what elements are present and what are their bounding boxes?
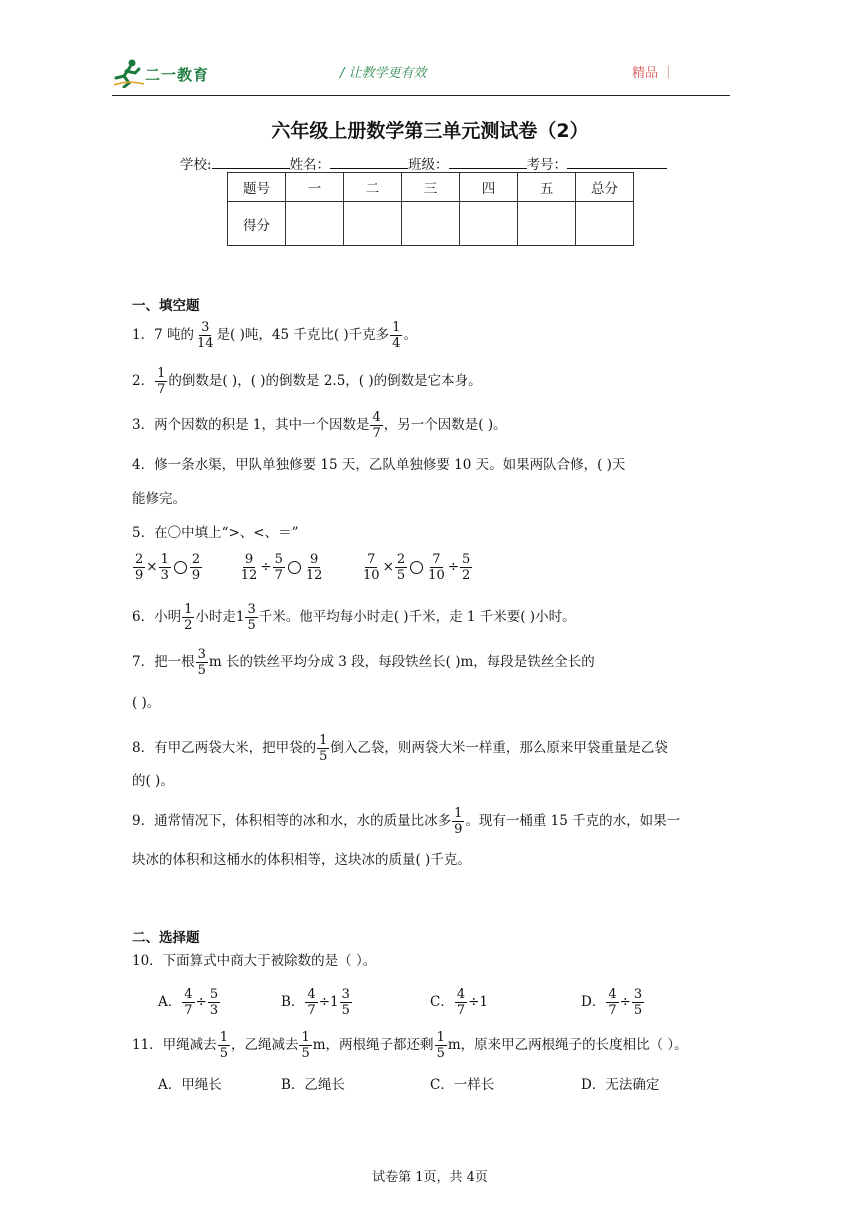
numerator: 1 bbox=[184, 602, 193, 617]
q9-text-b: 。现有一桶重 15 千克的水，如果一 bbox=[465, 813, 681, 829]
fraction bbox=[195, 320, 216, 351]
denominator: 5 bbox=[436, 1046, 445, 1061]
denominator: 7 bbox=[184, 1003, 193, 1018]
numerator: 2 bbox=[191, 552, 201, 567]
option-label: A． bbox=[158, 994, 182, 1010]
denominator: 2 bbox=[184, 618, 193, 633]
numerator: 2 bbox=[396, 552, 406, 567]
q11-option-c[interactable]: C．一样长 bbox=[430, 1077, 495, 1093]
question-10-stem: 10．下面算式中商大于被除数的是（ ）。 bbox=[132, 953, 377, 969]
fraction bbox=[395, 552, 407, 583]
q11-text-a: 11．甲绳减去 bbox=[132, 1037, 217, 1053]
name-label: 姓名： bbox=[289, 157, 331, 173]
numerator: 4 bbox=[307, 987, 316, 1002]
q7-text-a: 7．把一根 bbox=[132, 654, 195, 670]
operator: ÷ bbox=[195, 994, 207, 1010]
denominator: 14 bbox=[196, 336, 214, 351]
fraction bbox=[304, 552, 325, 583]
score-cell[interactable] bbox=[576, 202, 634, 246]
fraction bbox=[435, 1030, 447, 1061]
q11-text-c: m，两根绳子都还剩 bbox=[312, 1037, 434, 1053]
fraction bbox=[155, 366, 167, 397]
numerator: 5 bbox=[462, 552, 471, 567]
question-1 bbox=[132, 320, 417, 351]
numerator: 7 bbox=[432, 552, 441, 567]
score-cell[interactable] bbox=[286, 202, 344, 246]
q9-text-a: 9．通常情况下，体积相等的冰和水，水的质量比冰多 bbox=[132, 813, 452, 829]
denominator: 7 bbox=[608, 1003, 617, 1018]
denominator: 5 bbox=[247, 618, 256, 633]
denominator: 10 bbox=[428, 568, 445, 583]
operator: ÷1 bbox=[318, 994, 339, 1010]
fraction bbox=[182, 987, 194, 1018]
q1-text-a: 1．7 吨的 bbox=[132, 327, 194, 343]
numerator: 1 bbox=[219, 1030, 228, 1045]
header-cell: 总分 bbox=[576, 173, 634, 202]
denominator: 9 bbox=[191, 568, 201, 583]
numerator: 3 bbox=[197, 647, 206, 662]
fraction bbox=[317, 733, 329, 764]
school-label: 学校: bbox=[180, 157, 212, 173]
numerator: 1 bbox=[160, 552, 169, 567]
school-blank[interactable] bbox=[212, 154, 290, 169]
q1-text-b: 是( )吨，45 千克比( )千克多 bbox=[216, 327, 390, 343]
fraction bbox=[196, 647, 208, 678]
q11-text-b: ，乙绳减去 bbox=[230, 1037, 299, 1053]
fraction bbox=[361, 552, 382, 583]
denominator: 3 bbox=[160, 568, 169, 583]
fraction bbox=[299, 1030, 311, 1061]
q11-text-d: m，原来甲乙两根绳子的长度相比（ ）。 bbox=[447, 1037, 688, 1053]
numerator: 9 bbox=[244, 552, 254, 567]
numerator: 1 bbox=[392, 320, 401, 335]
row-label: 得分 bbox=[228, 202, 286, 246]
score-cell[interactable] bbox=[402, 202, 460, 246]
fraction bbox=[190, 552, 202, 583]
denominator: 5 bbox=[301, 1046, 310, 1061]
fraction bbox=[218, 1030, 230, 1061]
denominator: 12 bbox=[240, 568, 258, 583]
numerator: 4 bbox=[184, 987, 193, 1002]
fraction bbox=[370, 410, 382, 441]
section-2-title: 二、选择题 bbox=[132, 930, 200, 946]
numerator: 1 bbox=[301, 1030, 310, 1045]
question-9 bbox=[132, 806, 680, 837]
q2-text-a: 2． bbox=[132, 373, 155, 389]
fraction bbox=[133, 552, 145, 583]
option-label: C． bbox=[430, 994, 454, 1010]
numerator: 3 bbox=[201, 320, 210, 335]
denominator: 7 bbox=[372, 426, 381, 441]
denominator: 5 bbox=[219, 1046, 228, 1061]
section-1-title: 一、填空题 bbox=[132, 298, 200, 314]
fraction bbox=[182, 602, 194, 633]
numerator: 9 bbox=[310, 552, 319, 567]
score-cell[interactable] bbox=[518, 202, 576, 246]
q11-option-a[interactable]: A．甲绳长 bbox=[158, 1077, 222, 1093]
fraction bbox=[208, 987, 220, 1018]
denominator: 9 bbox=[454, 822, 463, 837]
q6-text-c: 千米。他平均每小时走( )千米，走 1 千米要( )小时。 bbox=[258, 609, 576, 625]
denominator: 5 bbox=[633, 1003, 643, 1018]
class-blank[interactable] bbox=[449, 154, 527, 169]
score-cell[interactable] bbox=[460, 202, 518, 246]
operator: ÷1 bbox=[468, 994, 489, 1010]
denominator: 5 bbox=[197, 663, 206, 678]
denominator: 7 bbox=[157, 382, 166, 397]
q8-text-a: 8．有甲乙两袋大米，把甲袋的 bbox=[132, 740, 317, 756]
numerator: 4 bbox=[372, 410, 381, 425]
header-cell: 二 bbox=[344, 173, 402, 202]
q10-option-b[interactable] bbox=[281, 987, 353, 1018]
denominator: 10 bbox=[363, 568, 380, 583]
numerator: 3 bbox=[341, 987, 350, 1002]
fraction bbox=[452, 806, 464, 837]
q6-text-b: 小时走1 bbox=[195, 609, 245, 625]
header-cell: 四 bbox=[460, 173, 518, 202]
fraction bbox=[239, 552, 260, 583]
question-5-expressions bbox=[132, 552, 473, 583]
operator: ÷ bbox=[619, 994, 631, 1010]
question-11 bbox=[132, 1030, 688, 1061]
header-cell: 题号 bbox=[228, 173, 286, 202]
logo-text: 二一教育 bbox=[145, 66, 210, 84]
class-label: 班级： bbox=[408, 157, 449, 173]
numerator: 2 bbox=[135, 552, 144, 567]
compare-circle-icon[interactable] bbox=[288, 561, 301, 574]
operator: ÷ bbox=[447, 559, 460, 575]
q10-option-d[interactable] bbox=[581, 987, 645, 1018]
fraction bbox=[305, 987, 317, 1018]
option-label: B． bbox=[281, 994, 305, 1010]
q6-text-a: 6．小明 bbox=[132, 609, 182, 625]
numerator: 1 bbox=[454, 806, 463, 821]
operator: ÷ bbox=[260, 559, 272, 575]
compare-circle-icon[interactable] bbox=[410, 561, 423, 574]
operator: × bbox=[382, 559, 394, 575]
q3-text-b: ，另一个因数是( )。 bbox=[383, 417, 507, 433]
fraction bbox=[273, 552, 285, 583]
q11-option-d[interactable]: D．无法确定 bbox=[581, 1077, 660, 1093]
q2-text-b: 的倒数是( )，( )的倒数是 2.5，( )的倒数是它本身。 bbox=[168, 373, 482, 389]
question-5-intro: 5．在〇中填上“>、<、＝” bbox=[132, 525, 299, 541]
numerator: 3 bbox=[633, 987, 643, 1002]
denominator: 2 bbox=[462, 568, 471, 583]
question-8 bbox=[132, 733, 668, 764]
name-blank[interactable] bbox=[330, 154, 408, 169]
denominator: 7 bbox=[456, 1003, 466, 1018]
fraction bbox=[245, 602, 257, 633]
exam-no-blank[interactable] bbox=[567, 154, 667, 169]
question-2 bbox=[132, 366, 482, 397]
question-3 bbox=[132, 410, 507, 441]
q10-option-c[interactable] bbox=[430, 987, 488, 1018]
page-title: 六年级上册数学第三单元测试卷（2） bbox=[271, 120, 589, 142]
exam-no-label: 考号： bbox=[526, 157, 568, 173]
question-7 bbox=[132, 647, 595, 678]
student-info-line bbox=[180, 153, 667, 173]
question-6 bbox=[132, 602, 576, 633]
numerator: 5 bbox=[274, 552, 283, 567]
fraction bbox=[390, 320, 402, 351]
q1-text-c: 。 bbox=[403, 327, 417, 343]
option-label: D． bbox=[581, 994, 606, 1010]
numerator: 7 bbox=[367, 552, 376, 567]
denominator: 7 bbox=[274, 568, 283, 583]
header-cell: 五 bbox=[518, 173, 576, 202]
numerator: 1 bbox=[319, 733, 328, 748]
denominator: 5 bbox=[341, 1003, 350, 1018]
q10-option-a[interactable] bbox=[158, 987, 221, 1018]
denominator: 4 bbox=[392, 336, 401, 351]
question-4-line-1: 4．修一条水渠，甲队单独修要 15 天，乙队单独修要 10 天。如果两队合修，( )天 bbox=[132, 457, 626, 473]
score-cell[interactable] bbox=[344, 202, 402, 246]
fraction bbox=[606, 987, 618, 1018]
fraction bbox=[340, 987, 352, 1018]
header-cell: 一 bbox=[286, 173, 344, 202]
runner-logo-icon bbox=[112, 58, 146, 88]
score-table bbox=[227, 172, 634, 246]
numerator: 1 bbox=[436, 1030, 445, 1045]
operator: × bbox=[146, 559, 158, 575]
fraction bbox=[159, 552, 171, 583]
numerator: 1 bbox=[157, 366, 166, 381]
numerator: 4 bbox=[456, 987, 466, 1002]
question-9-line-2: 块冰的体积和这桶水的体积相等，这块冰的质量( )千克。 bbox=[132, 852, 471, 868]
numerator: 4 bbox=[608, 987, 617, 1002]
fraction bbox=[426, 552, 447, 583]
denominator: 5 bbox=[319, 749, 328, 764]
header-cell: 三 bbox=[402, 173, 460, 202]
q7-text-b: m 长的铁丝平均分成 3 段，每段铁丝长( )m，每段是铁丝全长的 bbox=[208, 654, 595, 670]
premium-label: 精品 ｜ bbox=[632, 66, 676, 81]
numerator: 3 bbox=[247, 602, 256, 617]
q3-text-a: 3．两个因数的积是 1，其中一个因数是 bbox=[132, 417, 370, 433]
question-4-line-2: 能修完。 bbox=[132, 491, 186, 507]
question-8-line-2: 的( )。 bbox=[132, 773, 174, 789]
fraction bbox=[460, 552, 472, 583]
denominator: 3 bbox=[209, 1003, 219, 1018]
header-divider bbox=[112, 95, 730, 96]
fraction bbox=[455, 987, 467, 1018]
denominator: 7 bbox=[307, 1003, 316, 1018]
compare-circle-icon[interactable] bbox=[174, 561, 187, 574]
page-footer: 试卷第 1页，共 4页 bbox=[372, 1170, 488, 1185]
denominator: 5 bbox=[396, 568, 406, 583]
slogan: / 让教学更有效 bbox=[340, 66, 427, 81]
question-7-line-2: ( )。 bbox=[132, 695, 161, 711]
q11-option-b[interactable]: B．乙绳长 bbox=[281, 1077, 345, 1093]
denominator: 9 bbox=[135, 568, 144, 583]
denominator: 12 bbox=[305, 568, 323, 583]
q8-text-b: 倒入乙袋，则两袋大米一样重，那么原来甲袋重量是乙袋 bbox=[330, 740, 668, 756]
fraction bbox=[632, 987, 644, 1018]
numerator: 5 bbox=[209, 987, 219, 1002]
